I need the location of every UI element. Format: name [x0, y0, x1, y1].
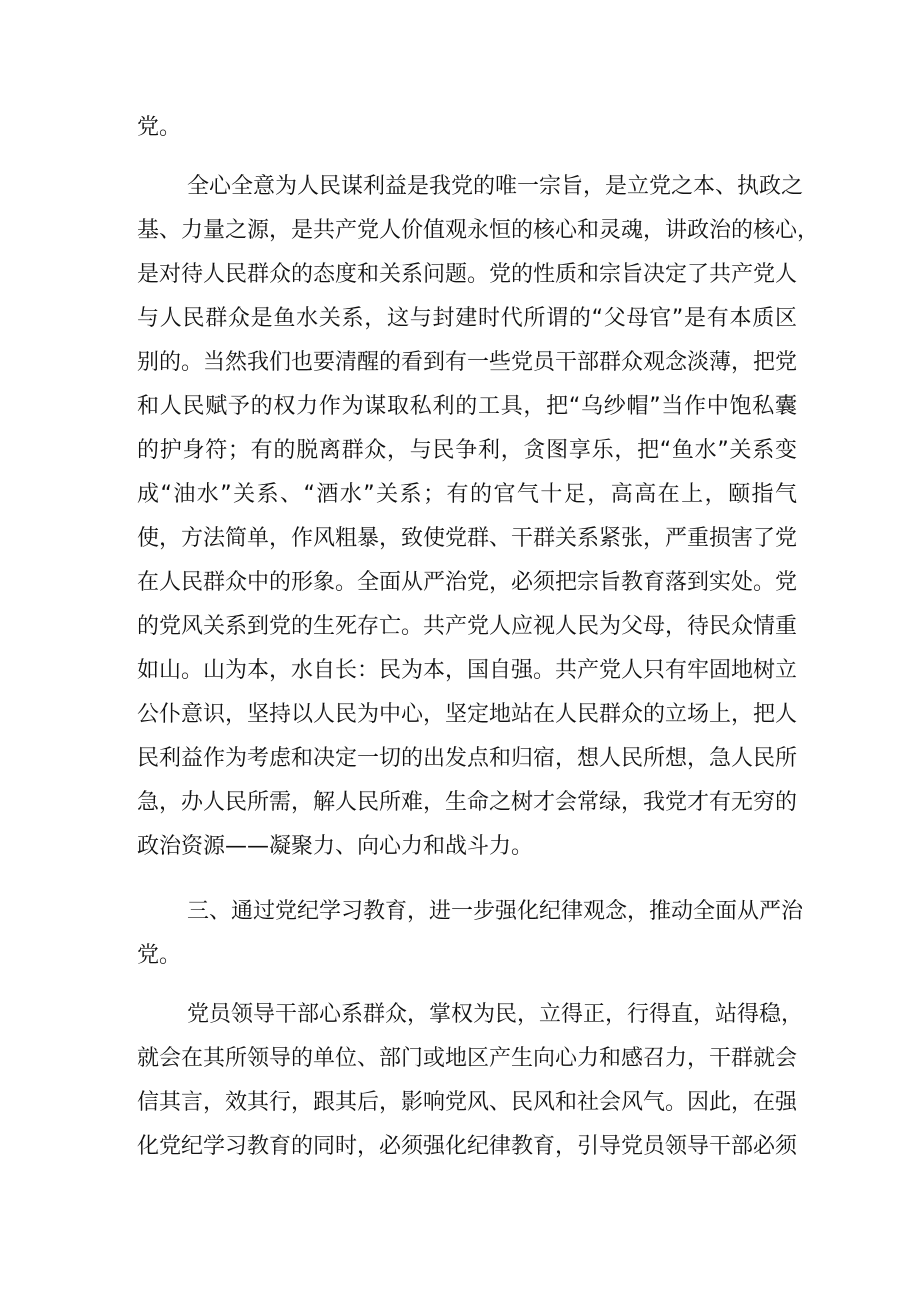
text-line: 民利益作为考虑和决定一切的出发点和归宿，想人民所想，急人民所	[137, 746, 798, 771]
text-line: 就会在其所领导的单位、部门或地区产生向心力和感召力，干群就会	[137, 1046, 798, 1071]
section-heading	[137, 890, 804, 978]
text-line: 如山。山为本，水自长：民为本，国自强。共产党人只有牢固地树立	[137, 658, 798, 683]
text-line: 的护身符；有的脱离群众，与民争利，贪图享乐，把“鱼水”关系变	[137, 438, 797, 463]
text-line: 信其言，效其行，跟其后，影响党风、民风和社会风气。因此，在强	[137, 1090, 798, 1115]
text-line: 党。	[137, 115, 182, 140]
paragraph-purpose	[137, 165, 820, 869]
paragraph-leaders	[137, 993, 804, 1169]
text-line: 党员领导干部心系群众，掌权为民，立得正，行得直，站得稳，	[187, 1002, 804, 1027]
text-line: 与人民群众是鱼水关系，这与封建时代所谓的“父母官”是有本质区	[137, 306, 797, 331]
text-line: 的党风关系到党的生死存亡。共产党人应视人民为父母，待民众情重	[137, 614, 798, 639]
text-line: 急，办人民所需，解人民所难，生命之树才会常绿，我党才有无穷的	[137, 790, 798, 815]
text-line: 公仆意识，坚持以人民为中心，坚定地站在人民群众的立场上，把人	[137, 702, 798, 727]
text-line: 和人民赋予的权力作为谋取私利的工具，把“乌纱帽”当作中饱私囊	[137, 394, 797, 419]
text-line: 党。	[137, 943, 182, 968]
text-line: 别的。当然我们也要清醒的看到有一些党员干部群众观念淡薄，把党	[137, 350, 798, 375]
text-line: 化党纪学习教育的同时，必须强化纪律教育，引导党员领导干部必须	[137, 1134, 798, 1159]
paragraph-continuation	[137, 106, 797, 150]
text-line: 全心全意为人民谋利益是我党的唯一宗旨，是立党之本、执政之	[187, 174, 804, 199]
text-line: 使，方法简单，作风粗暴，致使党群、干群关系紧张，严重损害了党	[137, 526, 798, 551]
text-line: 基、力量之源，是共产党人价值观永恒的核心和灵魂，讲政治的核心，	[137, 218, 820, 243]
text-line: 政治资源——凝聚力、向心力和战斗力。	[137, 834, 534, 859]
text-line: 在人民群众中的形象。全面从严治党，必须把宗旨教育落到实处。党	[137, 570, 798, 595]
text-line: 是对待人民群众的态度和关系问题。党的性质和宗旨决定了共产党人	[137, 262, 798, 287]
text-line: 成“油水”关系、“酒水”关系；有的官气十足，高高在上，颐指气	[137, 482, 797, 507]
text-line: 三、通过党纪学习教育，进一步强化纪律观念，推动全面从严治	[187, 899, 804, 924]
